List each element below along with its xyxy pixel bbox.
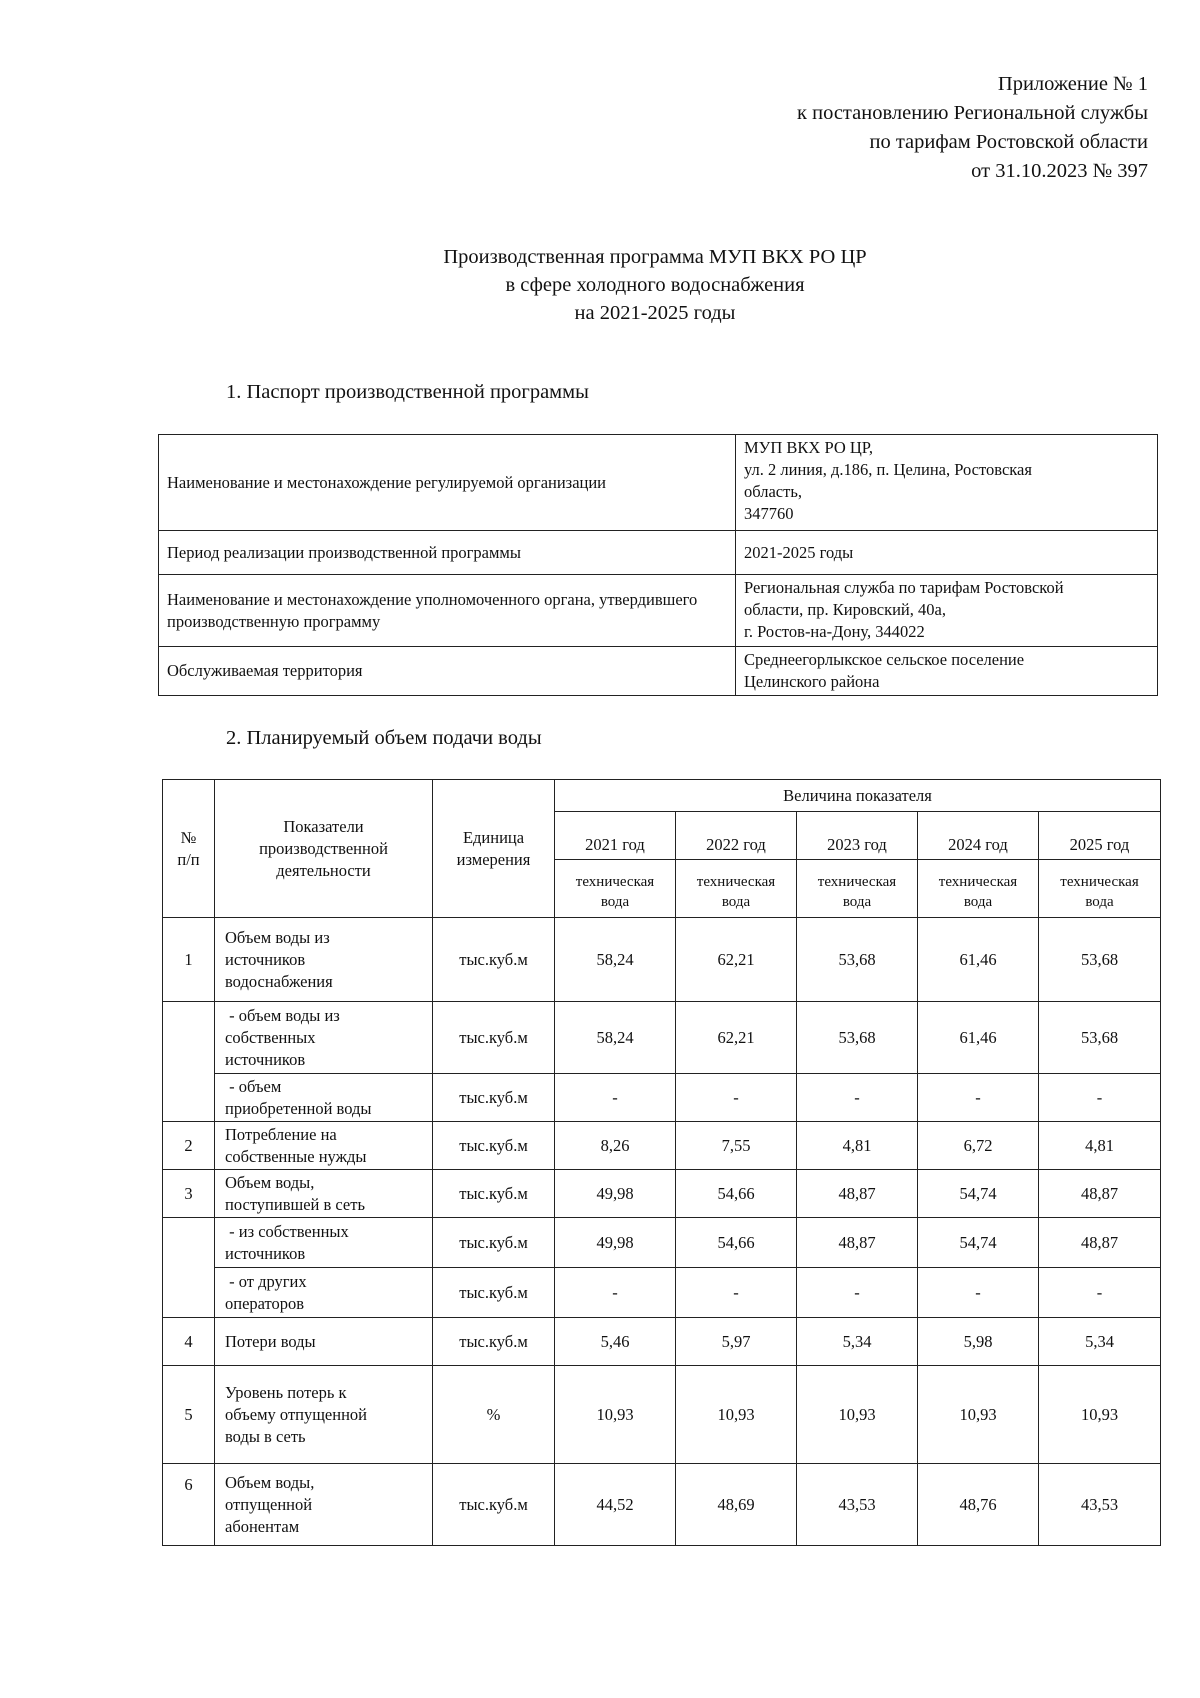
table-row [159,531,1158,575]
header-indicator-line: деятельности [276,860,371,880]
passport-label: Наименование и местонахождение уполномоченного органа, утвердившего производственную программу [159,575,736,647]
indicator-name-line: операторов [225,1293,305,1313]
table-row [163,1366,1161,1464]
table-row [163,1318,1161,1366]
indicator-name [215,1268,433,1318]
header-year: 2024 год [918,812,1039,860]
unit-cell: тыс.куб.м [433,1122,555,1170]
value-cell-2023: 48,87 [797,1170,918,1218]
water-type-line: техническая [938,874,1018,890]
unit-cell: % [433,1366,555,1464]
passport-value [736,531,1158,575]
indicator-name-line: Объем воды, [225,1472,315,1492]
value-cell-2023: - [797,1268,918,1318]
indicator-name-line: отпущенной [225,1494,313,1514]
value-line: Целинского района [744,672,880,691]
indicator-name [215,1170,433,1218]
value-cell-2022: - [676,1268,797,1318]
value-cell-2025: - [1039,1268,1161,1318]
passport-value [736,575,1158,647]
value-cell-2022: 7,55 [676,1122,797,1170]
appendix-line: к постановлению Региональной службы [797,102,1148,124]
value-line: 2021-2025 годы [744,542,854,562]
indicator-name [215,1366,433,1464]
water-type-line: техническая [696,874,776,890]
unit-cell: тыс.куб.м [433,1074,555,1122]
header-indicator-line: Показатели [283,816,364,836]
value-cell-2024: 5,98 [918,1318,1039,1366]
table-row [163,1268,1161,1318]
appendix-line: от 31.10.2023 № 397 [971,160,1148,182]
table-row [163,1170,1161,1218]
table-row [163,918,1161,1002]
unit-cell: тыс.куб.м [433,1464,555,1546]
volume-table-body [163,918,1161,1546]
value-cell-2025: 4,81 [1039,1122,1161,1170]
unit-cell: тыс.куб.м [433,1170,555,1218]
header-water-type [918,860,1039,918]
table-row [163,1218,1161,1268]
water-type-line: вода [721,894,751,910]
indicator-name-line: - из собственных [225,1221,349,1241]
value-cell-2022: 54,66 [676,1218,797,1268]
value-line: области, пр. Кировский, 40а, [744,600,946,619]
title-line: Производственная программа МУП ВКХ РО ЦР [443,246,867,268]
value-line: Среднеегорлыкское сельское поселение [744,650,1025,669]
indicator-name [215,1074,433,1122]
table-row [163,1074,1161,1122]
document-title [0,243,1200,327]
value-cell-2021: - [555,1268,676,1318]
value-cell-2022: 48,69 [676,1464,797,1546]
header-indicator-line: производственной [259,838,388,858]
header-unit [433,780,555,918]
value-cell-2023: 43,53 [797,1464,918,1546]
header-unit-line: Единица [462,827,525,847]
indicator-name-line: водоснабжения [225,971,333,991]
value-cell-2022: 54,66 [676,1170,797,1218]
header-water-type [797,860,918,918]
value-line: г. Ростов-на-Дону, 344022 [744,622,925,641]
unit-cell: тыс.куб.м [433,1268,555,1318]
water-volume-table [162,779,1161,1546]
header-water-type [555,860,676,918]
value-cell-2021: 10,93 [555,1366,676,1464]
indicator-name-line: - от других [225,1271,307,1291]
value-cell-2021: 44,52 [555,1464,676,1546]
value-cell-2024: 6,72 [918,1122,1039,1170]
passport-label: Период реализации производственной программы [159,531,736,575]
value-cell-2025: 5,34 [1039,1318,1161,1366]
header-water-type [676,860,797,918]
value-line: область, [744,482,802,501]
section-heading-passport: 1. Паспорт производственной программы [226,381,589,403]
row-number: 5 [163,1366,215,1464]
value-cell-2025: - [1039,1074,1161,1122]
value-cell-2025: 48,87 [1039,1218,1161,1268]
indicator-name [215,1002,433,1074]
indicator-name-line: Потери воды [225,1331,316,1351]
passport-value [736,435,1158,531]
table-row [159,575,1158,647]
table-row [163,1002,1161,1074]
header-row [163,780,1161,812]
indicator-name-line: поступившей в сеть [225,1194,365,1214]
row-number: 2 [163,1122,215,1170]
value-cell-2021: 58,24 [555,918,676,1002]
passport-label: Наименование и местонахождение регулируемой организации [159,435,736,531]
indicator-name-line: Потребление на [225,1124,337,1144]
value-line: МУП ВКХ РО ЦР, [744,438,874,457]
appendix-line: Приложение № 1 [997,73,1148,95]
table-row [163,1464,1161,1546]
water-type-line: техническая [1060,874,1139,890]
value-cell-2025: 53,68 [1039,918,1161,1002]
table-row [163,1122,1161,1170]
indicator-name-line: Объем воды, [225,1172,315,1192]
value-cell-2022: 62,21 [676,918,797,1002]
header-year: 2023 год [797,812,918,860]
title-line: на 2021-2025 годы [574,302,736,324]
header-year: 2022 год [676,812,797,860]
unit-cell: тыс.куб.м [433,1318,555,1366]
value-cell-2025: 53,68 [1039,1002,1161,1074]
value-cell-2021: 5,46 [555,1318,676,1366]
indicator-name-line: собственных [225,1027,316,1047]
value-line: Региональная служба по тарифам Ростовской [744,578,1064,597]
row-number: 6 [163,1464,215,1546]
row-number [163,1002,215,1122]
value-cell-2024: 10,93 [918,1366,1039,1464]
header-year: 2021 год [555,812,676,860]
value-cell-2021: 8,26 [555,1122,676,1170]
value-cell-2021: 49,98 [555,1218,676,1268]
appendix-block [548,70,1148,186]
indicator-name-line: абонентам [225,1516,300,1536]
indicator-name-line: Объем воды из [225,927,330,947]
indicator-name-line: объему отпущенной [225,1404,367,1424]
header-num-line: № [180,827,197,847]
header-value-group: Величина показателя [555,780,1161,812]
value-cell-2021: - [555,1074,676,1122]
title-line: в сфере холодного водоснабжения [505,274,805,296]
passport-table [158,434,1158,696]
value-cell-2023: - [797,1074,918,1122]
appendix-line: по тарифам Ростовской области [869,131,1148,153]
header-water-type [1039,860,1161,918]
indicator-name-line: источников [225,1243,306,1263]
value-cell-2023: 48,87 [797,1218,918,1268]
row-number: 3 [163,1170,215,1218]
header-unit-line: измерения [456,849,531,869]
indicator-name-line: воды в сеть [225,1426,306,1446]
value-cell-2021: 58,24 [555,1002,676,1074]
value-cell-2024: 61,46 [918,918,1039,1002]
value-cell-2022: - [676,1074,797,1122]
value-line: ул. 2 линия, д.186, п. Целина, Ростовская [744,460,1032,479]
table-row [159,647,1158,696]
indicator-name-line: собственные нужды [225,1146,367,1166]
value-line: 347760 [744,504,794,523]
header-num-line: п/п [177,849,200,869]
unit-cell: тыс.куб.м [433,918,555,1002]
value-cell-2025: 48,87 [1039,1170,1161,1218]
indicator-name-line: источников [225,949,306,969]
indicator-name-line: приобретенной воды [225,1098,372,1118]
value-cell-2024: 54,74 [918,1170,1039,1218]
indicator-name [215,1218,433,1268]
water-type-line: техническая [817,874,897,890]
header-num [163,780,215,918]
water-type-line: вода [842,894,872,910]
row-number: 4 [163,1318,215,1366]
value-cell-2022: 5,97 [676,1318,797,1366]
value-cell-2022: 10,93 [676,1366,797,1464]
header-year: 2025 год [1039,812,1161,860]
value-cell-2024: - [918,1074,1039,1122]
water-type-line: вода [600,894,630,910]
passport-label: Обслуживаемая территория [159,647,736,696]
value-cell-2025: 43,53 [1039,1464,1161,1546]
row-number [163,1218,215,1318]
indicator-name [215,1122,433,1170]
value-cell-2024: - [918,1268,1039,1318]
value-cell-2023: 10,93 [797,1366,918,1464]
value-cell-2024: 54,74 [918,1218,1039,1268]
indicator-name [215,1464,433,1546]
value-cell-2025: 10,93 [1039,1366,1161,1464]
indicator-name-line: - объем [225,1076,282,1096]
table-row [159,435,1158,531]
header-indicator [215,780,433,918]
unit-cell: тыс.куб.м [433,1218,555,1268]
water-type-line: техническая [575,874,655,890]
water-type-line: вода [963,894,993,910]
indicator-name [215,918,433,1002]
passport-value [736,647,1158,696]
unit-cell: тыс.куб.м [433,1002,555,1074]
value-cell-2024: 61,46 [918,1002,1039,1074]
indicator-name [215,1318,433,1366]
value-cell-2023: 53,68 [797,918,918,1002]
value-cell-2023: 4,81 [797,1122,918,1170]
section-heading-volume: 2. Планируемый объем подачи воды [226,727,542,749]
indicator-name-line: Уровень потерь к [225,1382,347,1402]
value-cell-2023: 5,34 [797,1318,918,1366]
water-type-line: вода [1085,894,1114,910]
indicator-name-line: источников [225,1049,306,1069]
value-cell-2021: 49,98 [555,1170,676,1218]
value-cell-2024: 48,76 [918,1464,1039,1546]
indicator-name-line: - объем воды из [225,1005,340,1025]
row-number: 1 [163,918,215,1002]
value-cell-2022: 62,21 [676,1002,797,1074]
value-cell-2023: 53,68 [797,1002,918,1074]
